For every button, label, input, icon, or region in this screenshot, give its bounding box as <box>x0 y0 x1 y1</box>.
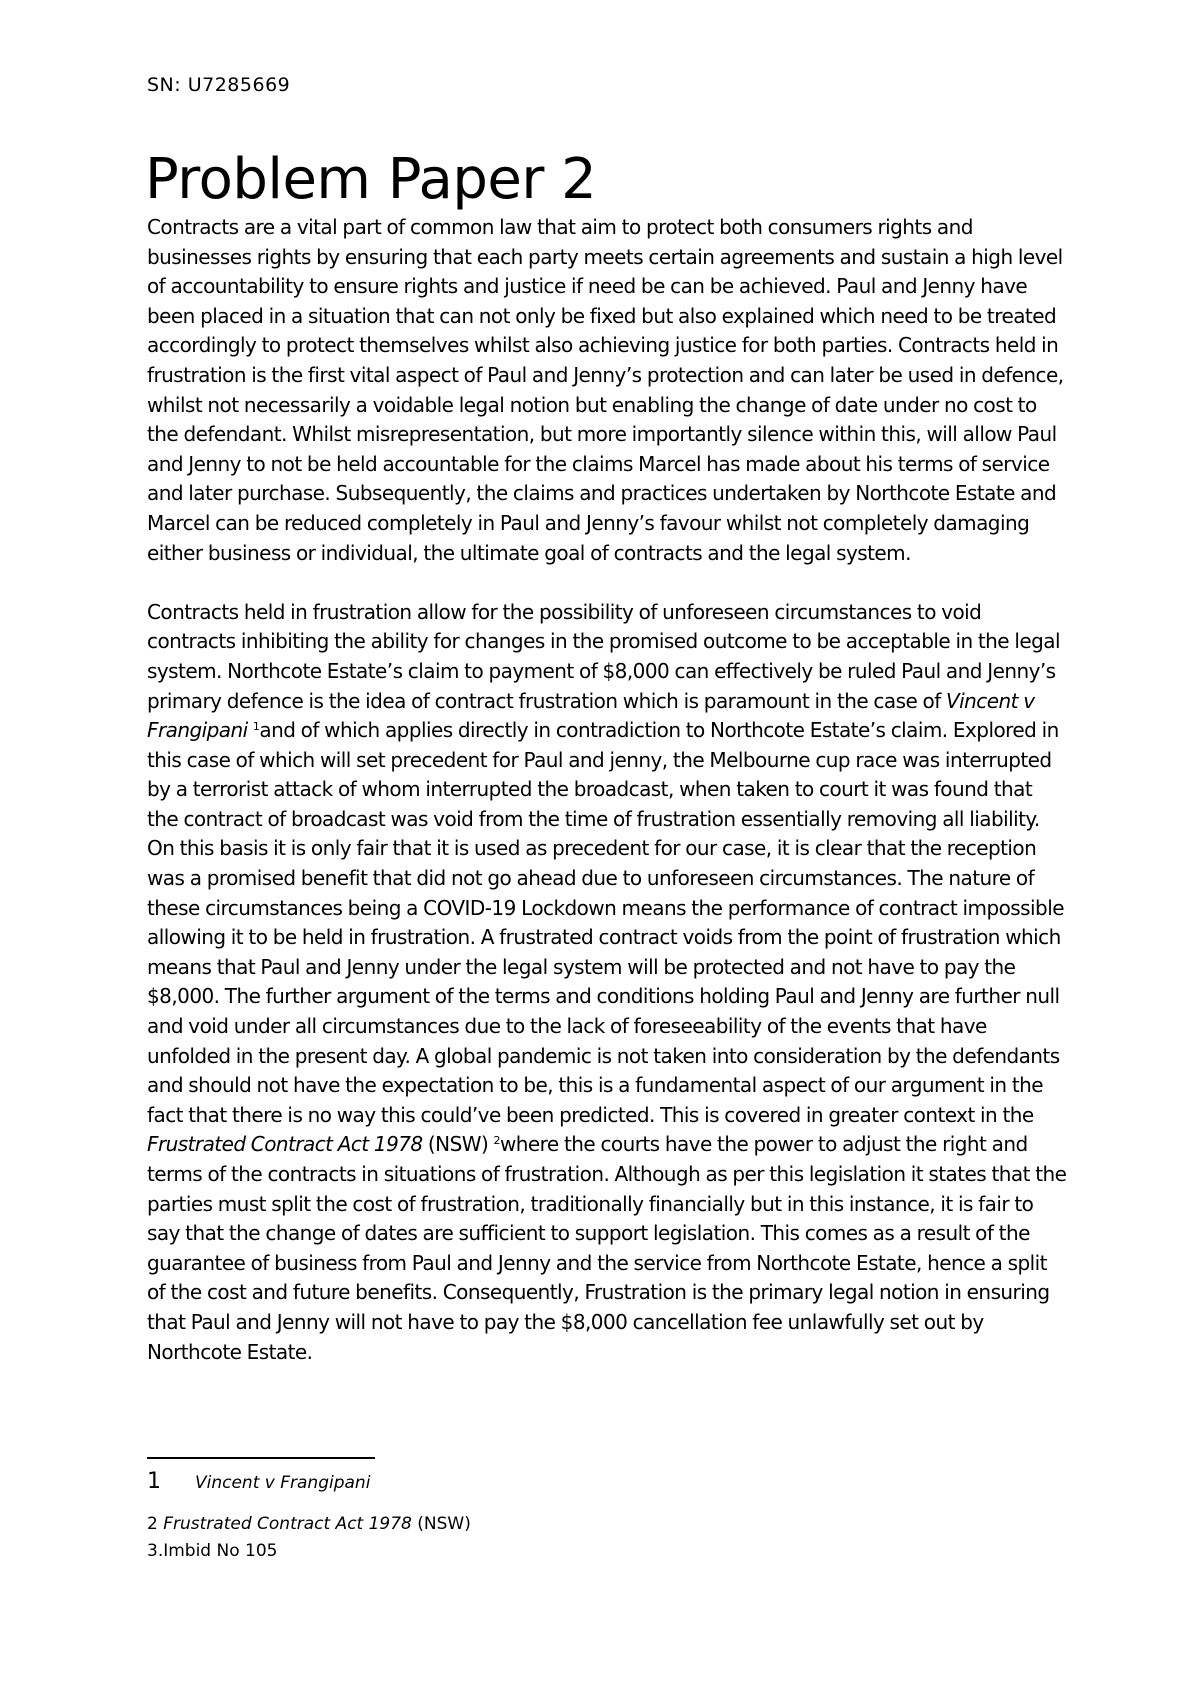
footnote-2-act: Frustrated Contract Act 1978 <box>163 1514 412 1534</box>
page-title: Problem Paper 2 <box>145 147 597 212</box>
paragraph-frustration-part-c: where the courts have the power to adjust the right and terms of the contracts in situations of frustration. Although as per this legislation it states that the parties must split the cost of frustration, traditionally financially but in this instance, it is fair to say that the change of dates are sufficient to support legislation. This comes as a result of the guarantee of business from Paul and Jenny and the service from Northcote Estate, hence a split of the cost and future benefits. Consequently, Frustration is the primary legal notion in ensuring that Paul and Jenny will not have to pay the $8,000 cancellation fee unlawfully set out by Northcote Estate. <box>147 1132 1067 1364</box>
footnote-1-number: 1 <box>147 1469 161 1494</box>
document-body <box>147 213 1067 1367</box>
footnote-ref-1[interactable]: 1 <box>252 720 260 734</box>
footnote-2 <box>147 1514 471 1534</box>
footnote-separator <box>147 1457 375 1459</box>
footnote-ref-2[interactable]: 2 <box>493 1134 500 1148</box>
footnote-2-number: 2 <box>147 1514 164 1534</box>
footnote-1-text: Vincent v Frangipani <box>195 1473 371 1493</box>
footnote-2-jurisdiction: (NSW) <box>411 1514 471 1534</box>
paragraph-frustration-part-a: Contracts held in frustration allow for the possibility of unforeseen circumstances to void contracts inhibiting the ability for changes in the promised outcome to be acceptable in the legal system. Northcote Estate’s claim to payment of $8,000 can effectively be ruled Paul and Jenny’s primary defence is the idea of contract frustration which is paramount in the case of <box>147 599 1060 713</box>
paragraph-frustration-part-b: and of which applies directly in contradiction to Northcote Estate’s claim. Explored in this case of which will set precedent for Paul and jenny, the Melbourne cup race was interrupted by a terrorist attack of whom interrupted the broadcast, when taken to court it was found that the contract of broadcast was void from the time of frustration essentially removing all liability. On this basis it is only fair that it is used as precedent for our case, it is clear that the reception was a promised benefit that did not go ahead due to unforeseen circumstances. The nature of these circumstances being a COVID-19 Lockdown means the performance of contract impossible allowing it to be held in frustration. A frustrated contract voids from the point of frustration which means that Paul and Jenny under the legal system will be protected and not have to pay the $8,000. The further argument of the terms and conditions holding Paul and Jenny are further null and void under all circumstances due to the lack of foreseeability of the events that have unfolded in the present day. A global pandemic is not taken into consideration by the defendants and should not have the expectation to be, this is a fundamental aspect of our argument in the fact that there is no way this could’ve been predicted. This is covered in greater context in the <box>147 718 1064 1127</box>
act-name: Frustrated Contract Act 1978 <box>147 1132 423 1157</box>
footnote-1 <box>147 1469 370 1494</box>
act-jurisdiction: (NSW) <box>422 1132 494 1157</box>
case-name: Vincent v Frangipani <box>147 688 1035 743</box>
paragraph-intro: Contracts are a vital part of common law that aim to protect both consumers rights and businesses rights by ensuring that each party meets certain agreements and sustain a high level of accountability to ensure rights and justice if need be can be achieved. Paul and Jenny have been placed in a situation that can not only be fixed but also explained which need to be treated accordingly to protect themselves whilst also achieving justice for both parties. Contracts held in frustration is the first vital aspect of Paul and Jenny’s protection and can later be used in defence, whilst not necessarily a voidable legal notion but enabling the change of date under no cost to the defendant. Whilst misrepresentation, but more importantly silence within this, will allow Paul and Jenny to not be held accountable for the claims Marcel has made about his terms of service and later purchase. Subsequently, the claims and practices undertaken by Northcote Estate and Marcel can be reduced completely in Paul and Jenny’s favour whilst not completely damaging either business or individual, the ultimate goal of contracts and the legal system. <box>147 215 1064 565</box>
footnote-3: 3.Imbid No 105 <box>147 1541 278 1561</box>
student-number: SN: U7285669 <box>147 74 291 96</box>
paragraph-frustration <box>147 598 1067 1367</box>
